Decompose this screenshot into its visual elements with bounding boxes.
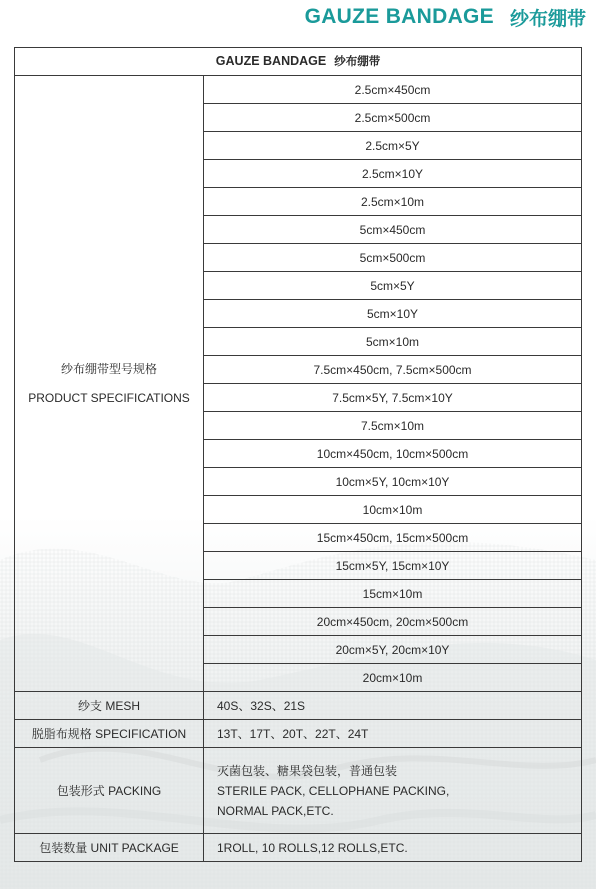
table-row: [15, 76, 582, 104]
unit-package-label: 包装数量 UNIT PACKAGE: [15, 834, 204, 862]
size-cell: 5cm×500cm: [204, 244, 582, 272]
page-title-zh: 纱布绷带: [509, 8, 586, 30]
packing-label: 包装形式 PACKING: [15, 748, 204, 834]
size-cell: 20cm×450cm, 20cm×500cm: [204, 608, 582, 636]
mesh-label: 纱支 MESH: [15, 692, 204, 720]
packing-line: NORMAL PACK,ETC.: [217, 803, 334, 818]
page-title: [305, 4, 586, 30]
mesh-value: 40S、32S、21S: [204, 692, 582, 720]
size-cell: 5cm×5Y: [204, 272, 582, 300]
packing-row: [15, 748, 582, 834]
size-cell: 20cm×10m: [204, 664, 582, 692]
mesh-row: [15, 692, 582, 720]
size-cell: 15cm×5Y, 15cm×10Y: [204, 552, 582, 580]
spec-label-zh: 纱布绷带型号规格: [60, 362, 157, 376]
product-specifications-label: [15, 76, 204, 692]
packing-line: 灭菌包装、糖果袋包装，普通包装: [217, 763, 398, 778]
size-cell: 15cm×10m: [204, 580, 582, 608]
size-cell: 10cm×10m: [204, 496, 582, 524]
specification-label: 脱脂布规格 SPECIFICATION: [15, 720, 204, 748]
unit-package-row: [15, 834, 582, 862]
page-title-en: GAUZE BANDAGE: [304, 5, 494, 28]
packing-value: [204, 748, 582, 834]
size-cell: 7.5cm×10m: [204, 412, 582, 440]
size-cell: 2.5cm×500cm: [204, 104, 582, 132]
size-cell: 2.5cm×10m: [204, 188, 582, 216]
table-title-zh: 纱布绷带: [334, 56, 381, 68]
size-cell: 2.5cm×10Y: [204, 160, 582, 188]
spec-table: [14, 47, 582, 862]
specification-row: [15, 720, 582, 748]
size-cell: 2.5cm×5Y: [204, 132, 582, 160]
size-cell: 2.5cm×450cm: [204, 76, 582, 104]
size-cell: 10cm×450cm, 10cm×500cm: [204, 440, 582, 468]
size-cell: 10cm×5Y, 10cm×10Y: [204, 468, 582, 496]
unit-package-value: 1ROLL, 10 ROLLS,12 ROLLS,ETC.: [204, 834, 582, 862]
size-cell: 7.5cm×5Y, 7.5cm×10Y: [204, 384, 582, 412]
size-cell: 5cm×10m: [204, 328, 582, 356]
size-cell: 20cm×5Y, 20cm×10Y: [204, 636, 582, 664]
spec-label-en: PRODUCT SPECIFICATIONS: [28, 391, 190, 405]
size-cell: 5cm×450cm: [204, 216, 582, 244]
size-cell: 15cm×450cm, 15cm×500cm: [204, 524, 582, 552]
size-cell: 7.5cm×450cm, 7.5cm×500cm: [204, 356, 582, 384]
size-cell: 5cm×10Y: [204, 300, 582, 328]
specification-value: 13T、17T、20T、22T、24T: [204, 720, 582, 748]
table-title-row: [15, 48, 582, 76]
packing-line: STERILE PACK, CELLOPHANE PACKING,: [217, 783, 450, 798]
table-title-en: GAUZE BANDAGE: [215, 54, 327, 68]
table-title: [15, 48, 582, 76]
